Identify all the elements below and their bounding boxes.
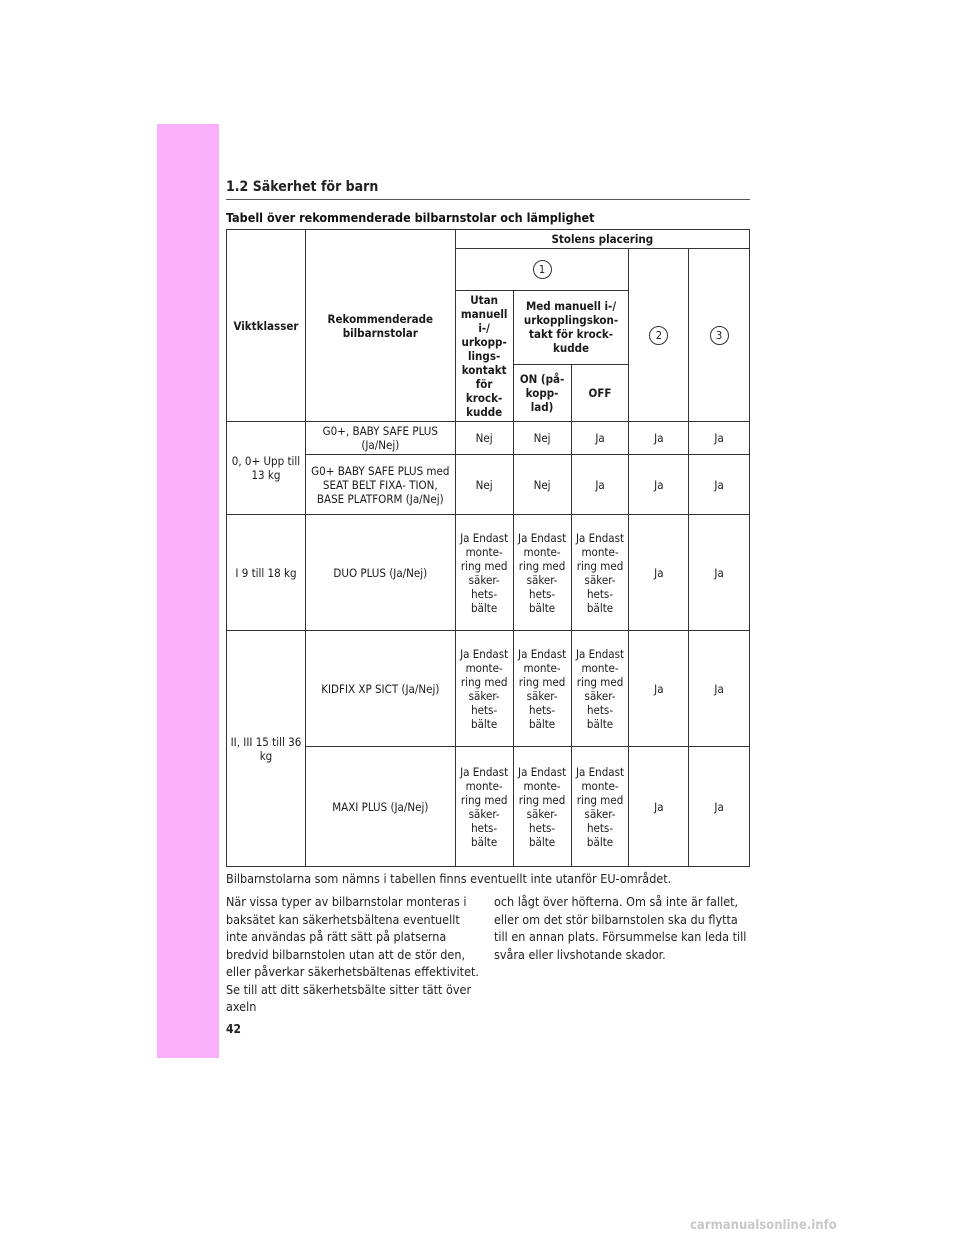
- table-row: [227, 422, 750, 455]
- table-row: [227, 631, 750, 747]
- value-cell: Ja: [571, 422, 629, 455]
- section-title: 1.2 Säkerhet för barn: [226, 179, 379, 195]
- value-cell: Ja Endast monte- ring med säker- hets- bälte: [513, 747, 571, 867]
- value-cell: Ja: [689, 631, 750, 747]
- watermark: carmanualsonline.info: [690, 1218, 837, 1233]
- section-divider: [226, 199, 750, 200]
- value-cell: Ja: [629, 515, 689, 631]
- seat-name-cell: G0+ BABY SAFE PLUS med SEAT BELT FIXA- TION, BASE PLATFORM (Ja/Nej): [305, 455, 455, 515]
- header-recommended-seats: Rekommenderade bilbarnstolar: [305, 230, 455, 422]
- seat-name-cell: MAXI PLUS (Ja/Nej): [305, 747, 455, 867]
- value-cell: Ja Endast monte- ring med säker- hets- bälte: [513, 515, 571, 631]
- seat-name-cell: KIDFIX XP SICT (Ja/Nej): [305, 631, 455, 747]
- child-seat-table: [226, 229, 750, 867]
- value-cell: Ja Endast monte- ring med säker- hets- bälte: [455, 631, 513, 747]
- table-row: [227, 455, 750, 515]
- weight-cell: II, III 15 till 36 kg: [227, 631, 306, 867]
- header-airbag-on: ON (på- kopp- lad): [513, 364, 571, 421]
- body-text-right: och lågt över höfterna. Om så inte är fallet, eller om det stör bilbarnstolen ska du flytta till en annan plats. Försummelse kan leda till svåra eller livshotande skador.: [494, 894, 747, 962]
- position-1-marker: 1: [533, 260, 552, 279]
- header-with-switch: Med manuell i-/ urkopplingskon- takt för krock- kudde: [513, 291, 629, 365]
- seat-name-cell: G0+, BABY SAFE PLUS (Ja/Nej): [305, 422, 455, 455]
- table-row: [227, 515, 750, 631]
- header-seat-position: Stolens placering: [455, 230, 749, 249]
- position-3-marker: 3: [710, 326, 729, 345]
- value-cell: Nej: [455, 422, 513, 455]
- value-cell: Ja Endast monte- ring med säker- hets- bälte: [571, 631, 629, 747]
- value-cell: Ja Endast monte- ring med säker- hets- bälte: [455, 515, 513, 631]
- page-footer-band: [157, 1002, 219, 1058]
- table-caption: Tabell över rekommenderade bilbarnstolar och lämplighet: [226, 210, 595, 225]
- seat-name-cell: DUO PLUS (Ja/Nej): [305, 515, 455, 631]
- value-cell: Nej: [513, 455, 571, 515]
- page-number: 42: [226, 1022, 242, 1036]
- table-row: [227, 747, 750, 867]
- value-cell: Ja: [629, 422, 689, 455]
- eu-availability-note: Bilbarnstolarna som nämns i tabellen finns eventuellt inte utanför EU-området.: [226, 871, 672, 886]
- header-position-2: [629, 249, 689, 422]
- value-cell: Ja: [689, 515, 750, 631]
- value-cell: Ja: [629, 747, 689, 867]
- header-without-switch: Utan manuell i-/ urkopp- lings- kontakt för krock- kudde: [455, 291, 513, 422]
- position-2-marker: 2: [649, 326, 668, 345]
- value-cell: Ja: [689, 455, 750, 515]
- value-cell: Ja Endast monte- ring med säker- hets- bälte: [571, 747, 629, 867]
- value-cell: Ja: [689, 422, 750, 455]
- value-cell: Ja Endast monte- ring med säker- hets- bälte: [455, 747, 513, 867]
- value-cell: Nej: [455, 455, 513, 515]
- header-weight-class: Viktklasser: [227, 230, 306, 422]
- value-cell: Ja Endast monte- ring med säker- hets- bälte: [571, 515, 629, 631]
- header-airbag-off: OFF: [571, 364, 629, 421]
- body-text-left: När vissa typer av bilbarnstolar monteras i baksätet kan säkerhetsbältena eventuellt inte användas på rätt sätt på platserna bredvid bilbarnstolen utan att de stör den, eller påverkar säkerhetsbältenas effektivitet. Se till att ditt säkerhetsbälte sitter tätt över axeln: [226, 894, 479, 1014]
- value-cell: Ja: [629, 455, 689, 515]
- value-cell: Ja: [689, 747, 750, 867]
- value-cell: Nej: [513, 422, 571, 455]
- weight-cell: I 9 till 18 kg: [227, 515, 306, 631]
- header-position-3: [689, 249, 750, 422]
- value-cell: Ja: [629, 631, 689, 747]
- header-position-1: [455, 249, 629, 291]
- chapter-side-tab: [157, 124, 219, 1058]
- weight-cell: 0, 0+ Upp till 13 kg: [227, 422, 306, 515]
- value-cell: Ja: [571, 455, 629, 515]
- value-cell: Ja Endast monte- ring med säker- hets- bälte: [513, 631, 571, 747]
